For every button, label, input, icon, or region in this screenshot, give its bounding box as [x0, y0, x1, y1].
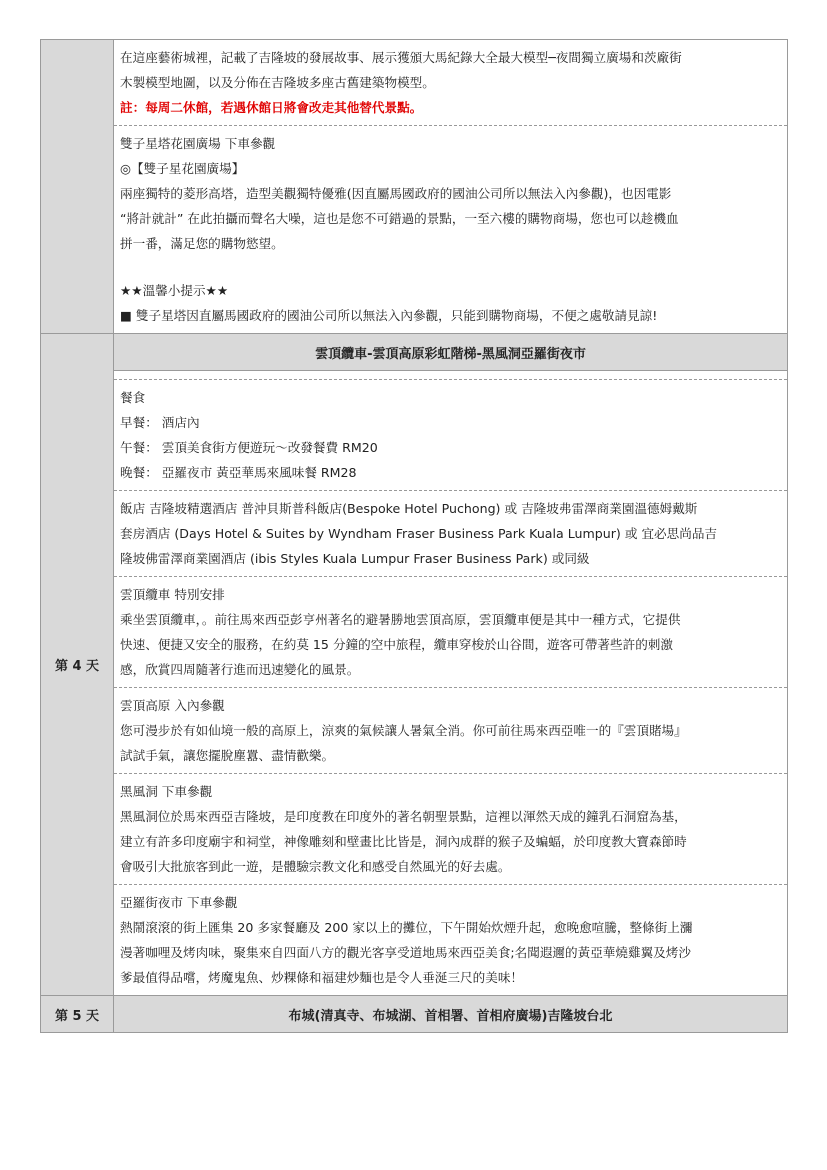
day5-title: 布城(清真寺、布城湖、首相署、首相府廣場)吉隆坡台北 [114, 996, 788, 1033]
day5-row [41, 996, 788, 1033]
day4-label: 第 4 天 [41, 334, 114, 996]
attraction-title: 雲頂纜車 特別安排 [120, 587, 225, 602]
attraction-title: 亞羅街夜市 下車參觀 [120, 895, 238, 910]
text-line: 隆坡佛雷澤商業園酒店 (ibis Styles Kuala Lumpur Fraser Business Park) 或同級 [120, 551, 590, 566]
art-city-block [114, 40, 787, 125]
text-line: 黑風洞位於馬來西亞吉隆坡，是印度教在印度外的著名朝聖景點，這裡以渾然天成的鐘乳石洞窟為基， [120, 809, 687, 824]
day4-content-cell [114, 371, 788, 996]
text-line: 兩座獨特的菱形高塔，造型美觀獨特優雅(因直屬馬國政府的國油公司所以無法入內參觀)，也因電影 [120, 186, 672, 201]
closing-note: 註：每周二休館，若遇休館日將會改走其他替代景點。 [120, 100, 423, 115]
meals-heading: 餐食 [120, 390, 146, 405]
text-line: “將計就計” 在此拍攝而聲名大噪，這也是您不可錯過的景點，一至六樓的購物商場，您也可以趁機血 [120, 211, 679, 226]
text-line: 爹最值得品嚐，烤魔鬼魚、炒粿條和福建炒麵也是令人垂涎三尺的美味！ [120, 970, 523, 985]
day5-label: 第 5 天 [41, 996, 114, 1033]
text-line: 飯店 吉隆坡精選酒店 普沖貝斯普科飯店(Bespoke Hotel Puchong) 或 吉隆坡弗雷澤商業園溫德姆戴斯 [120, 501, 698, 516]
text-line: 熱鬧滾滾的街上匯集 20 多家餐廳及 200 家以上的攤位，下午開始炊煙升起，愈晚愈喧騰，整條街上瀰 [120, 920, 693, 935]
day4-content-row [41, 371, 788, 996]
attraction-title: 雲頂高原 入內參觀 [120, 698, 225, 713]
text-line: 感，欣賞四周隨著行進而迅速變化的風景。 [120, 662, 360, 677]
day3-content-cell [114, 40, 788, 334]
dinner: 晚餐： 亞羅夜市 黃亞華馬來風味餐 RM28 [120, 465, 357, 480]
text-line: 快速、便捷又安全的服務，在約莫 15 分鐘的空中旅程，纜車穿梭於山谷間，遊客可帶著些許的刺激 [120, 637, 673, 652]
text-line: 建立有許多印度廟宇和祠堂，神像雕刻和壁畫比比皆是，洞內成群的猴子及蝙蝠，於印度教大寶森節時 [120, 834, 687, 849]
text-line: 乘坐雲頂纜車，。前往馬來西亞彭亨州著名的避暑勝地雲頂高原，雲頂纜車便是其中一種方式，它提供 [120, 612, 681, 627]
text-line: 試試手氣，讓您擺脫塵囂、盡情歡樂。 [120, 748, 335, 763]
highlands-block [114, 687, 787, 773]
text-line: 木製模型地圖，以及分佈在吉隆坡多座古舊建築物模型。 [120, 75, 435, 90]
day3-label-cell [41, 40, 114, 334]
lunch: 午餐： 雲頂美食街方便遊玩～改發餐費 RM20 [120, 440, 378, 455]
tip-text: ■ 雙子星塔因直屬馬國政府的國油公司所以無法入內參觀，只能到購物商場，不便之處敬請見諒! [120, 308, 658, 323]
text-line: 您可漫步於有如仙境一般的高原上，涼爽的氣候讓人暑氣全消。你可前往馬來西亞唯一的『雲頂賭場』 [120, 723, 687, 738]
meals-block [114, 380, 787, 490]
itinerary-table [40, 39, 788, 1033]
text-line: 套房酒店 (Days Hotel & Suites by Wyndham Fraser Business Park Kuala Lumpur) 或 宜必思尚品吉 [120, 526, 718, 541]
twin-towers-block [114, 125, 787, 333]
day3-continuation-row [41, 40, 788, 334]
attraction-title: 黑風洞 下車參觀 [120, 784, 213, 799]
batu-caves-block [114, 773, 787, 884]
breakfast: 早餐： 酒店內 [120, 415, 200, 430]
cable-car-block [114, 576, 787, 687]
text-line: ◎【雙子星花園廣場】 [120, 161, 245, 176]
text-line: 會吸引大批旅客到此一遊，是體驗宗教文化和感受自然風光的好去處。 [120, 859, 511, 874]
attraction-title: 雙子星塔花園廣場 下車參觀 [120, 136, 276, 151]
day4-title: 雲頂纜車-雲頂高原彩虹階梯-黑風洞亞羅街夜市 [114, 334, 788, 371]
tip-heading: ★★溫馨小提示★★ [120, 283, 229, 298]
day4-row [41, 334, 788, 371]
hotel-block [114, 490, 787, 576]
text-line: 在這座藝術城裡，記載了吉隆坡的發展故事、展示獲頒大馬紀錄大全最大模型─夜間獨立廣場和茨廠街 [120, 50, 682, 65]
night-market-block [114, 884, 787, 995]
text-line: 拼一番，滿足您的購物慾望。 [120, 236, 284, 251]
text-line: 漫著咖哩及烤肉味，聚集來自四面八方的觀光客享受道地馬來西亞美食;名聞遐邇的黃亞華燒雞翼及烤沙 [120, 945, 691, 960]
